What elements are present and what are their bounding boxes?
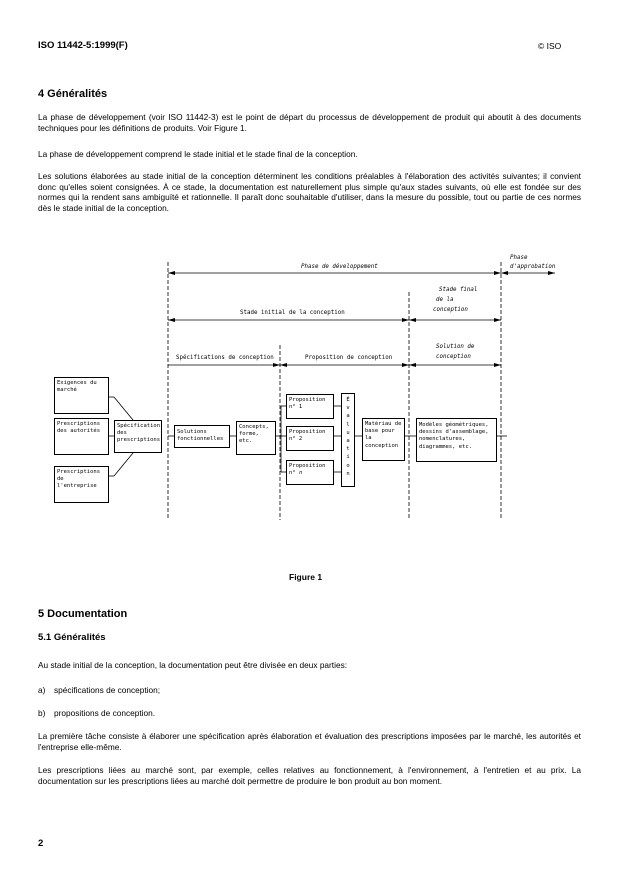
evaluation-letter: t: [346, 446, 350, 453]
evaluation-letter: n: [346, 470, 350, 477]
section-4-title: 4 Généralités: [38, 88, 108, 100]
document-id: ISO 11442-5:1999(F): [38, 40, 128, 51]
list-marker-b: b): [38, 708, 46, 718]
list-text-b: propositions de conception.: [54, 708, 156, 718]
section-5-intro: Au stade initial de la conception, la documentation peut être divisée en deux parties:: [38, 660, 348, 670]
list-item-a: [38, 685, 161, 695]
evaluation-letter: a: [346, 413, 350, 420]
label-proposition-conception: Proposition de conception: [305, 355, 393, 361]
box-proposition-n: [286, 460, 334, 485]
section-4-paragraph-2: La phase de développement comprend le stade initial et le stade final de la conception.: [38, 149, 358, 159]
page-number: 2: [38, 838, 44, 849]
evaluation-letter: o: [346, 462, 350, 469]
subsection-5-1-title: 5.1 Généralités: [38, 632, 106, 643]
box-solutions-fonctionnelles: Solutions fonctionnelles: [174, 425, 230, 448]
evaluation-letter: u: [346, 429, 350, 436]
label-stade-initial: Stade initial de la conception: [240, 310, 345, 316]
label-phase-approbation-2: d'approbation: [510, 264, 556, 270]
evaluation-letter: l: [346, 421, 350, 428]
evaluation-letter: É: [346, 397, 350, 403]
evaluation-letter: i: [346, 454, 350, 461]
label-stade-final-2: de la: [436, 297, 454, 303]
figure-caption: Figure 1: [289, 572, 323, 582]
box-concepts-forme: Concepts, forme, etc.: [236, 421, 276, 455]
section-4-paragraph-1: La phase de développement (voir ISO 11442-3) est le point de départ du processus de développement de produit qui aboutit à des documents techniques pour les définitions de produits. Voir Figure 1.: [38, 112, 581, 133]
section-5-paragraph-1: La première tâche consiste à élaborer une spécification après élaboration et évaluation des prescriptions imposées par le marché, les autorités et l'entreprise elle-même.: [38, 731, 581, 752]
box-materiau-base: Matériau de base pour la conception: [362, 418, 405, 461]
label-solution-conception-1: Solution de: [436, 344, 475, 350]
list-marker-a: a): [38, 685, 46, 695]
copyright: © ISO: [538, 41, 562, 51]
box-prescriptions-entreprise: Prescriptions de l'entreprise: [54, 466, 109, 503]
box-proposition-1: Proposition n° 1: [286, 394, 334, 419]
box-exigences-marche: Exigences du marché: [54, 377, 109, 414]
box-specification-prescriptions: Spécification des prescriptions: [114, 420, 162, 453]
proposition-n-variable: n: [298, 470, 303, 477]
list-text-a: spécifications de conception;: [54, 685, 161, 695]
label-solution-conception-2: conception: [436, 354, 471, 360]
section-5-title: 5 Documentation: [38, 608, 128, 620]
box-modeles-geometriques: Modèles géométriques, dessins d'assemblage, nomenclatures, diagrammes, etc.: [416, 418, 497, 462]
section-4-paragraph-3: Les solutions élaborées au stade initial de la conception déterminent les conditions préalables à l'élaboration des activités suivantes; il convient donc qu'elles soient consignées. À ce stade, la documentation est naturellement plus simple qu'aux stades suivants, où elle est fondée sur des normes qui la rendent sans ambiguïté et rationnelle. Il paraît donc souhaitable d'utiliser, dans la mesure du possible, tout ou partie de ces normes dès le stade initial de la conception.: [38, 171, 581, 213]
label-phase-approbation-1: Phase: [510, 255, 528, 261]
evaluation-letter: a: [346, 438, 350, 445]
list-item-b: [38, 708, 156, 718]
section-5-paragraph-2: Les prescriptions liées au marché sont, par exemple, celles relatives au fonctionnement, à l'environnement, à l'entretien et au prix. La documentation sur les prescriptions liées au marché doit permettre de produire le bon produit au bon moment.: [38, 765, 581, 786]
label-specifications-conception: Spécifications de conception: [176, 355, 274, 361]
proposition-n-number-label: n°: [289, 470, 296, 477]
box-prescriptions-autorites: Prescriptions des autorités: [54, 418, 109, 455]
label-phase-developpement: Phase de développement: [301, 264, 378, 270]
label-stade-final-1: Stade final: [439, 287, 478, 293]
box-evaluation: [341, 393, 355, 487]
proposition-n-label: Proposition: [289, 463, 326, 469]
box-proposition-2: Proposition n° 2: [286, 426, 334, 451]
label-stade-final-3: conception: [433, 307, 468, 313]
evaluation-letter: v: [346, 405, 350, 412]
